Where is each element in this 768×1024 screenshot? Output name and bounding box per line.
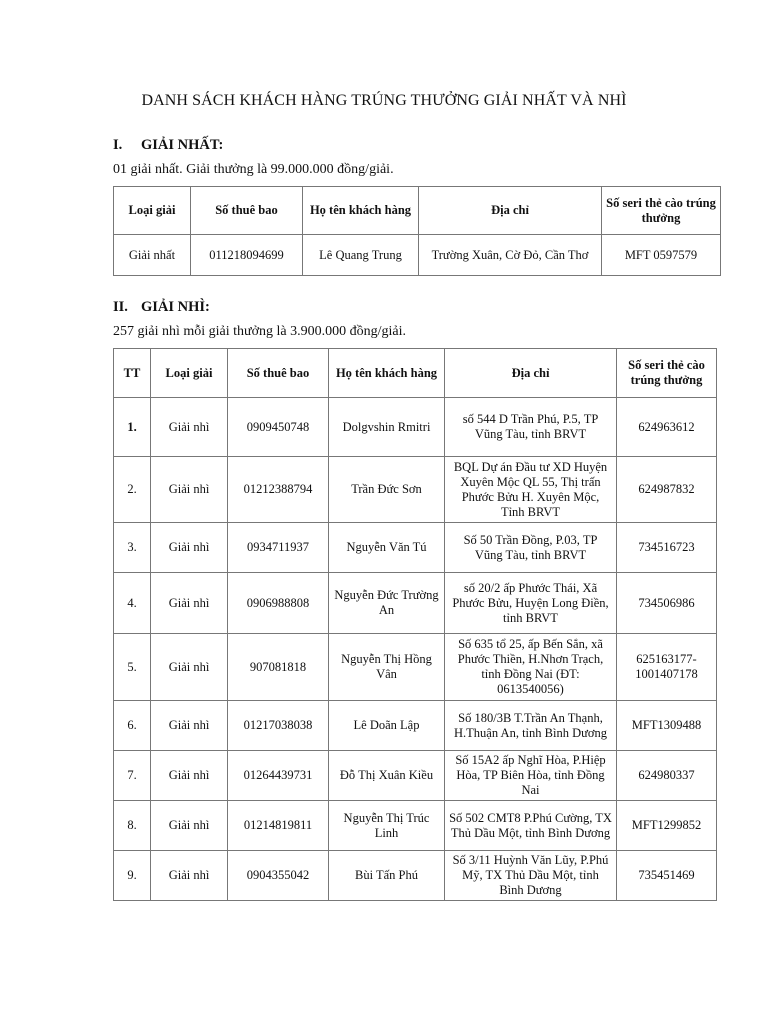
section-heading-first-prize [113, 137, 223, 154]
column-header: Họ tên khách hàng [329, 349, 445, 398]
address-cell: Số 180/3B T.Trần An Thạnh, H.Thuận An, tỉnh Bình Dương [445, 701, 617, 751]
table-row [114, 573, 717, 634]
row-number-cell: 5. [114, 634, 151, 701]
column-header: Họ tên khách hàng [303, 187, 419, 235]
address-cell: Số 15A2 ấp Nghĩ Hòa, P.Hiệp Hòa, TP Biên Hòa, tỉnh Đồng Nai [445, 751, 617, 801]
prize-type-cell: Giải nhì [151, 634, 228, 701]
address-cell: Trường Xuân, Cờ Đỏ, Cần Thơ [419, 235, 602, 276]
subscriber-number-cell: 01212388794 [228, 457, 329, 523]
second-prize-description: 257 giải nhì mỗi giải thưởng là 3.900.000 đồng/giải. [113, 324, 407, 339]
column-header: TT [114, 349, 151, 398]
serial-number-cell: MFT 0597579 [602, 235, 721, 276]
row-number-cell: 2. [114, 457, 151, 523]
subscriber-number-cell: 011218094699 [191, 235, 303, 276]
subscriber-number-cell: 907081818 [228, 634, 329, 701]
address-cell: Số 502 CMT8 P.Phú Cường, TX Thủ Dầu Một, tỉnh Bình Dương [445, 801, 617, 851]
row-number-cell: 9. [114, 851, 151, 901]
section-title: GIẢI NHÌ: [141, 299, 210, 315]
serial-number-cell: 624963612 [617, 398, 717, 457]
prize-type-cell: Giải nhì [151, 751, 228, 801]
address-cell: số 544 D Trần Phú, P.5, TP Vũng Tàu, tỉnh BRVT [445, 398, 617, 457]
column-header: Số thuê bao [191, 187, 303, 235]
customer-name-cell: Lê Quang Trung [303, 235, 419, 276]
subscriber-number-cell: 01214819811 [228, 801, 329, 851]
prize-type-cell: Giải nhì [151, 398, 228, 457]
prize-type-cell: Giải nhì [151, 573, 228, 634]
subscriber-number-cell: 01264439731 [228, 751, 329, 801]
table-row [114, 851, 717, 901]
prize-type-cell: Giải nhì [151, 457, 228, 523]
subscriber-number-cell: 0904355042 [228, 851, 329, 901]
row-number-cell: 7. [114, 751, 151, 801]
row-number-cell: 6. [114, 701, 151, 751]
customer-name-cell: Nguyễn Đức Trường An [329, 573, 445, 634]
first-prize-table [113, 186, 721, 276]
address-cell: số 20/2 ấp Phước Thái, Xã Phước Bửu, Huyện Long Điền, tỉnh BRVT [445, 573, 617, 634]
address-cell: Số 635 tổ 25, ấp Bến Sắn, xã Phước Thiền, H.Nhơn Trạch, tỉnh Đồng Nai (ĐT: 0613540056) [445, 634, 617, 701]
row-number-cell: 4. [114, 573, 151, 634]
serial-number-cell: 624987832 [617, 457, 717, 523]
customer-name-cell: Nguyễn Văn Tú [329, 523, 445, 573]
customer-name-cell: Bùi Tấn Phú [329, 851, 445, 901]
column-header: Số seri thẻ cào trúng thưởng [602, 187, 721, 235]
page-title: DANH SÁCH KHÁCH HÀNG TRÚNG THƯỞNG GIẢI NHẤT VÀ NHÌ [141, 92, 627, 109]
column-header: Số seri thẻ cào trúng thưởng [617, 349, 717, 398]
prize-type-cell: Giải nhì [151, 701, 228, 751]
subscriber-number-cell: 01217038038 [228, 701, 329, 751]
serial-number-cell: MFT1299852 [617, 801, 717, 851]
customer-name-cell: Nguyễn Thị Trúc Linh [329, 801, 445, 851]
serial-number-cell: 734516723 [617, 523, 717, 573]
column-header: Địa chỉ [419, 187, 602, 235]
serial-number-cell: 624980337 [617, 751, 717, 801]
section-title: GIẢI NHẤT: [141, 137, 224, 153]
first-prize-description: 01 giải nhất. Giải thưởng là 99.000.000 đồng/giải. [113, 162, 394, 177]
customer-name-cell: Nguyễn Thị Hồng Vân [329, 634, 445, 701]
customer-name-cell: Lê Doãn Lập [329, 701, 445, 751]
customer-name-cell: Dolgvshin Rmitri [329, 398, 445, 457]
column-header: Loại giải [114, 187, 191, 235]
section-number: I. [113, 137, 123, 153]
section-heading-second-prize [113, 299, 210, 316]
table-row [114, 701, 717, 751]
row-number-cell: 1. [114, 398, 151, 457]
address-cell: BQL Dự án Đầu tư XD Huyện Xuyên Mộc QL 55, Thị trấn Phước Bửu H. Xuyên Mộc, Tỉnh BRVT [445, 457, 617, 523]
second-prize-table [113, 348, 717, 901]
table-row [114, 801, 717, 851]
section-number: II. [113, 299, 128, 315]
table-row [114, 751, 717, 801]
column-header: Loại giải [151, 349, 228, 398]
prize-type-cell: Giải nhì [151, 851, 228, 901]
row-number-cell: 8. [114, 801, 151, 851]
table-header-row [114, 187, 721, 235]
serial-number-cell: 735451469 [617, 851, 717, 901]
customer-name-cell: Trần Đức Sơn [329, 457, 445, 523]
table-header-row [114, 349, 717, 398]
table-row [114, 235, 721, 276]
address-cell: Số 3/11 Huỳnh Văn Lũy, P.Phú Mỹ, TX Thủ Dầu Một, tỉnh Bình Dương [445, 851, 617, 901]
prize-type-cell: Giải nhất [114, 235, 191, 276]
subscriber-number-cell: 0906988808 [228, 573, 329, 634]
row-number-cell: 3. [114, 523, 151, 573]
table-row [114, 457, 717, 523]
serial-number-cell: 734506986 [617, 573, 717, 634]
subscriber-number-cell: 0909450748 [228, 398, 329, 457]
serial-number-cell: MFT1309488 [617, 701, 717, 751]
column-header: Địa chỉ [445, 349, 617, 398]
address-cell: Số 50 Trần Đồng, P.03, TP Vũng Tàu, tỉnh BRVT [445, 523, 617, 573]
prize-type-cell: Giải nhì [151, 801, 228, 851]
prize-type-cell: Giải nhì [151, 523, 228, 573]
table-row [114, 523, 717, 573]
serial-number-cell: 625163177-1001407178 [617, 634, 717, 701]
column-header: Số thuê bao [228, 349, 329, 398]
table-row [114, 634, 717, 701]
customer-name-cell: Đỗ Thị Xuân Kiều [329, 751, 445, 801]
subscriber-number-cell: 0934711937 [228, 523, 329, 573]
table-row [114, 398, 717, 457]
